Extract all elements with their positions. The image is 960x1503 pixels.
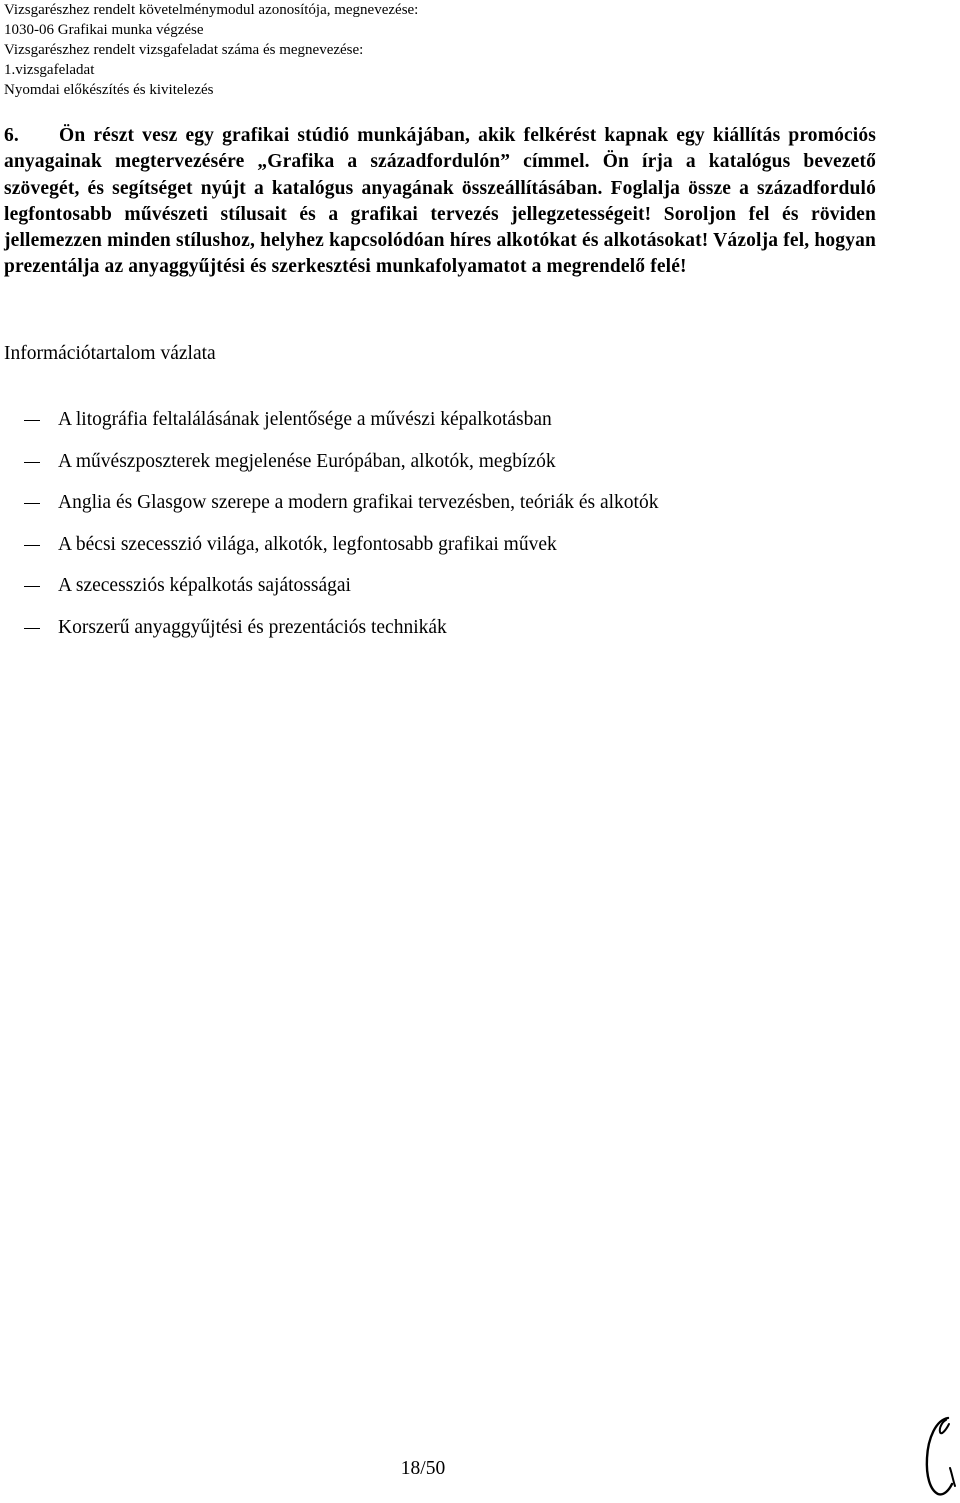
header-task-name: Nyomdai előkészítés és kivitelezés <box>4 82 214 98</box>
list-item <box>24 403 924 445</box>
list-item <box>24 611 924 653</box>
header-module-name: 1030-06 Grafikai munka végzése <box>4 22 204 38</box>
page-number: 18/50 <box>400 1458 446 1479</box>
dash-bullet-icon <box>24 420 40 421</box>
dash-bullet-icon <box>24 503 40 504</box>
outline-title: Információtartalom vázlata <box>4 343 216 364</box>
list-item <box>24 486 924 528</box>
task-description <box>4 123 876 281</box>
header-task-number: 1.vizsgafeladat <box>4 62 95 78</box>
dash-bullet-icon <box>24 628 40 629</box>
list-item-text: A bécsi szecesszió világa, alkotók, legfontosabb grafikai művek <box>58 533 557 555</box>
document-header <box>4 0 944 100</box>
task-number: 6. <box>4 125 19 146</box>
list-item-text: A litográfia feltalálásának jelentősége a művészi képalkotásban <box>58 409 552 430</box>
header-task-label: Vizsgarészhez rendelt vizsgafeladat száma és megnevezése: <box>4 42 364 58</box>
dash-bullet-icon <box>24 462 40 463</box>
dash-bullet-icon <box>24 545 40 546</box>
handwritten-initial-icon <box>922 1412 958 1498</box>
list-item <box>24 528 924 570</box>
list-item-text: A művészposzterek megjelenése Európában, alkotók, megbízók <box>58 450 556 472</box>
task-text: Ön részt vesz egy grafikai stúdió munkájában, akik felkérést kapnak egy kiállítás promóciós anyagainak megtervezésére „Grafika a századfordulón” címmel. Ön írja a katalógus bevezető szövegét, és segítséget nyújt a katalógus anyagának összeállításában. Foglalja össze a századforduló legfontosabb művészeti stílusait és a grafikai tervezés jellegzetességeit! Soroljon fel és röviden jellemezzen minden stílushoz, helyhez kapcsolódóan híres alkotókat és alkotásokat! Vázolja fel, hogyan prezentálja az anyaggyűjtési és szerkesztési munkafolyamatot a megrendelő felé! <box>4 125 876 278</box>
list-item <box>24 445 924 487</box>
outline-list <box>24 403 924 652</box>
list-item-text: A szecessziós képalkotás sajátosságai <box>58 575 351 596</box>
list-item-text: Korszerű anyaggyűjtési és prezentációs technikák <box>58 616 447 638</box>
header-module-label: Vizsgarészhez rendelt követelménymodul azonosítója, megnevezése: <box>4 2 419 18</box>
list-item-text: Anglia és Glasgow szerepe a modern grafikai tervezésben, teóriák és alkotók <box>58 492 659 513</box>
list-item <box>24 569 924 611</box>
dash-bullet-icon <box>24 586 40 587</box>
